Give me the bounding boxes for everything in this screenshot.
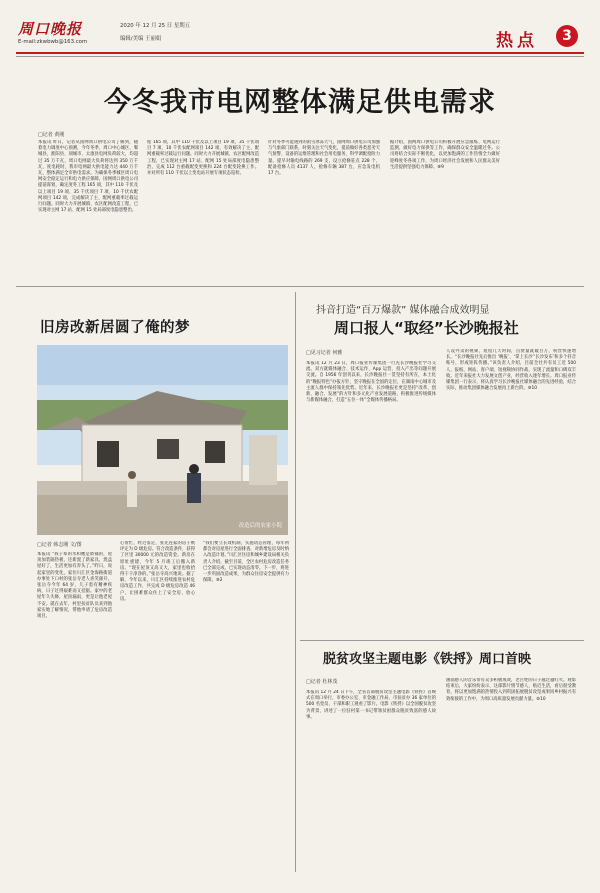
media-kicker: 抖音打造“百万爆款” 媒体融合成效明显	[316, 305, 490, 316]
media-column-2: 人设外卖的视频，短短几天时间，点赞量就破百万，粉丝快速增长。“长沙晚报社先后推出 ‘晚报’、‘掌上长沙’‘长沙发布’和多个抖音账号，形成矩阵传播。”该负责人介绍，目前全社共有员工近 500 人，报纸、网站、客户端、短视频协同作战，实现了流量和口碑双丰收。近年来报社大力发展文创产业，经营收入逐年增长。周口报业传媒集团一行表示，将认真学习长沙晚报社媒体融合的先进经验，结合实际，推动集团媒体融合发展再上新台阶。⑨10	[446, 349, 576, 392]
media-column-1: 本报讯 12 月 23 日，周口报业传媒集团一行先长沙晚报社学习交流。双方就媒体融合、技术运作、App 运营、投入产出等问题开展交流。自 1956 年创刊以来，长沙晚报社一贯坚持有所在，本土化的“晚报特色”办报方针，坚守晚报在全国的定位，在湖南中心城市及主流人群中保持领先优势。近年来，长沙晚报社更是坚持“改革、创新、融合、发展”的方针和多元化产业发展道路，积极推进传统媒体与新媒体融合，打造“五位一体”全媒体传播格局。	[306, 361, 436, 404]
lead-bottom-rule	[16, 286, 584, 287]
movie-column-2: 画面感人的音乐带有众多积极成效，老百姓的日子越过越红火。观影结束后，大家纷纷表示，这部影片情节感人，贴近生活，看后很受教育，将以更加饱满的热情投入到巩固拓展脱贫攻坚成果同乡村振兴有效衔接的工作中，为周口高质量发展贡献力量。⑩10	[446, 678, 576, 702]
house-photo-illustration	[37, 345, 288, 535]
newspaper-logo: 周口晚报	[18, 20, 83, 38]
village-headline: 旧房改新居圆了俺的梦	[40, 320, 190, 336]
village-column-2: 心帮忙，经过鉴定，张先连家的房子被评定为 D 级危房。符合改造条件，获得了区里 30000 元的改造资金。新房在原址重建，今年 5 月竣工后搬入新房。“现在屋顶又高又大，家里也收拾得干干净净的。”张岳寺高兴地说。据了解，今年以来，川汇区持续推进农村危房改造工作，共完成 D 级危房改造 46 户，让困难群众住上了安全房、放心房。	[120, 541, 195, 602]
movie-headline: 脱贫攻坚主题电影《铁捋》周口首映	[323, 652, 532, 667]
masthead-editor: 编辑/美编 王丽娟	[120, 36, 162, 42]
media-headline: 周口报人“取经”长沙晚报社	[334, 319, 519, 337]
lead-byline: □记者 黄刚	[38, 132, 65, 138]
village-photo	[37, 345, 288, 535]
lead-column-2: 程 165 项，其中 110 千伏及以上项目 19 项、35 千伏项目 7 项、10 千伏农配网项目 142 项，有效解决了主、配网重载率过载运行问题。同时大力开展城镇、农区配网改造工程，已实现对主网 17 站、配网 15 处局部度电隐患整治，完成 112 台重载配变更换和 224 台配变轮换工作。并对所有 110 千伏以上变电站开展专项状态巡检。	[147, 140, 259, 177]
movie-byline: □记者 杜林茂	[306, 679, 338, 685]
village-column-3: “我们要立长效机制，实施动态管理，每年初都会对房屋进行全面排查，对新增危房及时纳入改造计划。”川汇区住房和城乡建设局相关负责人介绍，截至目前，全区农村危房改造任务已全部完成，已实现动态清零。下一步，将进一步巩固改造成果，为群众住房安全提供有力保障。⑨2	[203, 541, 289, 584]
page-number: 3	[562, 28, 572, 44]
masthead-date: 2020 年 12 月 25 日 星期五	[120, 23, 191, 29]
village-column-1: 本报讯 “我子辈的水和她是新铺的，屋顶加装隔热板，还新置了新家具，烧盒屋好了，生活更加有奔头了。”昨日，说起家里的变化，家住川汇区金海路街道办事处下口村的张岳寺老人喜笑颜开。张岳寺今年 64 岁，儿子患有精神疾病，日子过得艰难而又拮据。家中的老屋年久失修，屋顶漏雨，更是让他老屋不安。就在去年，村里扶贫队员来到他家实地了解情况，帮他申请了危房改造项目。	[37, 552, 112, 620]
section-label: 热点	[496, 31, 538, 51]
movie-column-1: 本报讯 12 月 24 日下午，全省首部脱贫攻坚主题电影《铁捋》首映式在周口举行，市委办公室、市金融工作局、市扶贫办 36 家单位的 500 名党员、干部和职工观看了影片。电影《铁捋》以全国脱贫攻坚为背景，讲述了一位驻村第一书记带领贫困群众脱贫致富的感人故事。	[306, 690, 436, 720]
page-number-badge	[556, 25, 578, 47]
village-photo-caption: 改造后的农家小院	[238, 523, 282, 529]
masthead-rule-thin	[16, 56, 584, 57]
village-byline: □记者 韩志刚 文/图	[37, 542, 82, 548]
vertical-divider	[295, 292, 296, 872]
lead-column-1: 本报讯 昨日，记者从国网周口供电公司了解到，随着电力调度中心预测，今年冬季，周口中心城区、郸城县、淮阳县、项城市、太康县电网负荷较大，均超过 35 万千瓦，周口电网最大负荷将达到 350 万千瓦，度电耗时，我市电网最大供电能力达 440 万千瓦，整体满足全市供电需求。为确保冬季城区周口电网安全稳定运行和电力供应保障，国网周口供电公司提前谋划，确定度冬工程 165 项，其中 110 千伏及以上项目 19 项、35 千伏项目 7 项、10 千伏农配网项目 142 项，完成解决了主、配网重载率过载运行问题。同时大力开展城镇、农区配网改造工程，已实现对主网 17 站、配网 15 处局部度电隐患整治。	[38, 140, 138, 214]
lead-column-4: 据介绍，国网周口供电公司积极开展应急演练、电网运行监测，做好电力保供等工作，确保群众安全温暖过冬。公司将结合实际不断优化，以更加饱满的工作热情全力做好迎峰度冬各项工作，为周口经济社会发展和人民群众美好生活提供坚强电力保障。⑨9	[390, 140, 500, 170]
masthead-rule	[16, 52, 584, 54]
media-byline: □见习记者 何雅	[306, 350, 343, 356]
lead-column-3: 针对冬季可能遇到的雨雪冰冻天气，国网周口供电公司加强与气象部门联系，时刻关注天气变化，提前做好各类恶劣天气预警、设备的运维管理和社会用电服务、科学调配抢险力量。提早对输电线路的 269 支，设立抢修驻点 228 个，配备抢修人员 4137 人，抢修车辆 387 台，应急发电机 17 台。	[268, 140, 380, 177]
media-bottom-rule	[300, 640, 584, 641]
lead-headline: 今冬我市电网整体满足供电需求	[104, 87, 496, 118]
masthead-email: E-mail:zkwbwb@163.com	[18, 39, 88, 45]
